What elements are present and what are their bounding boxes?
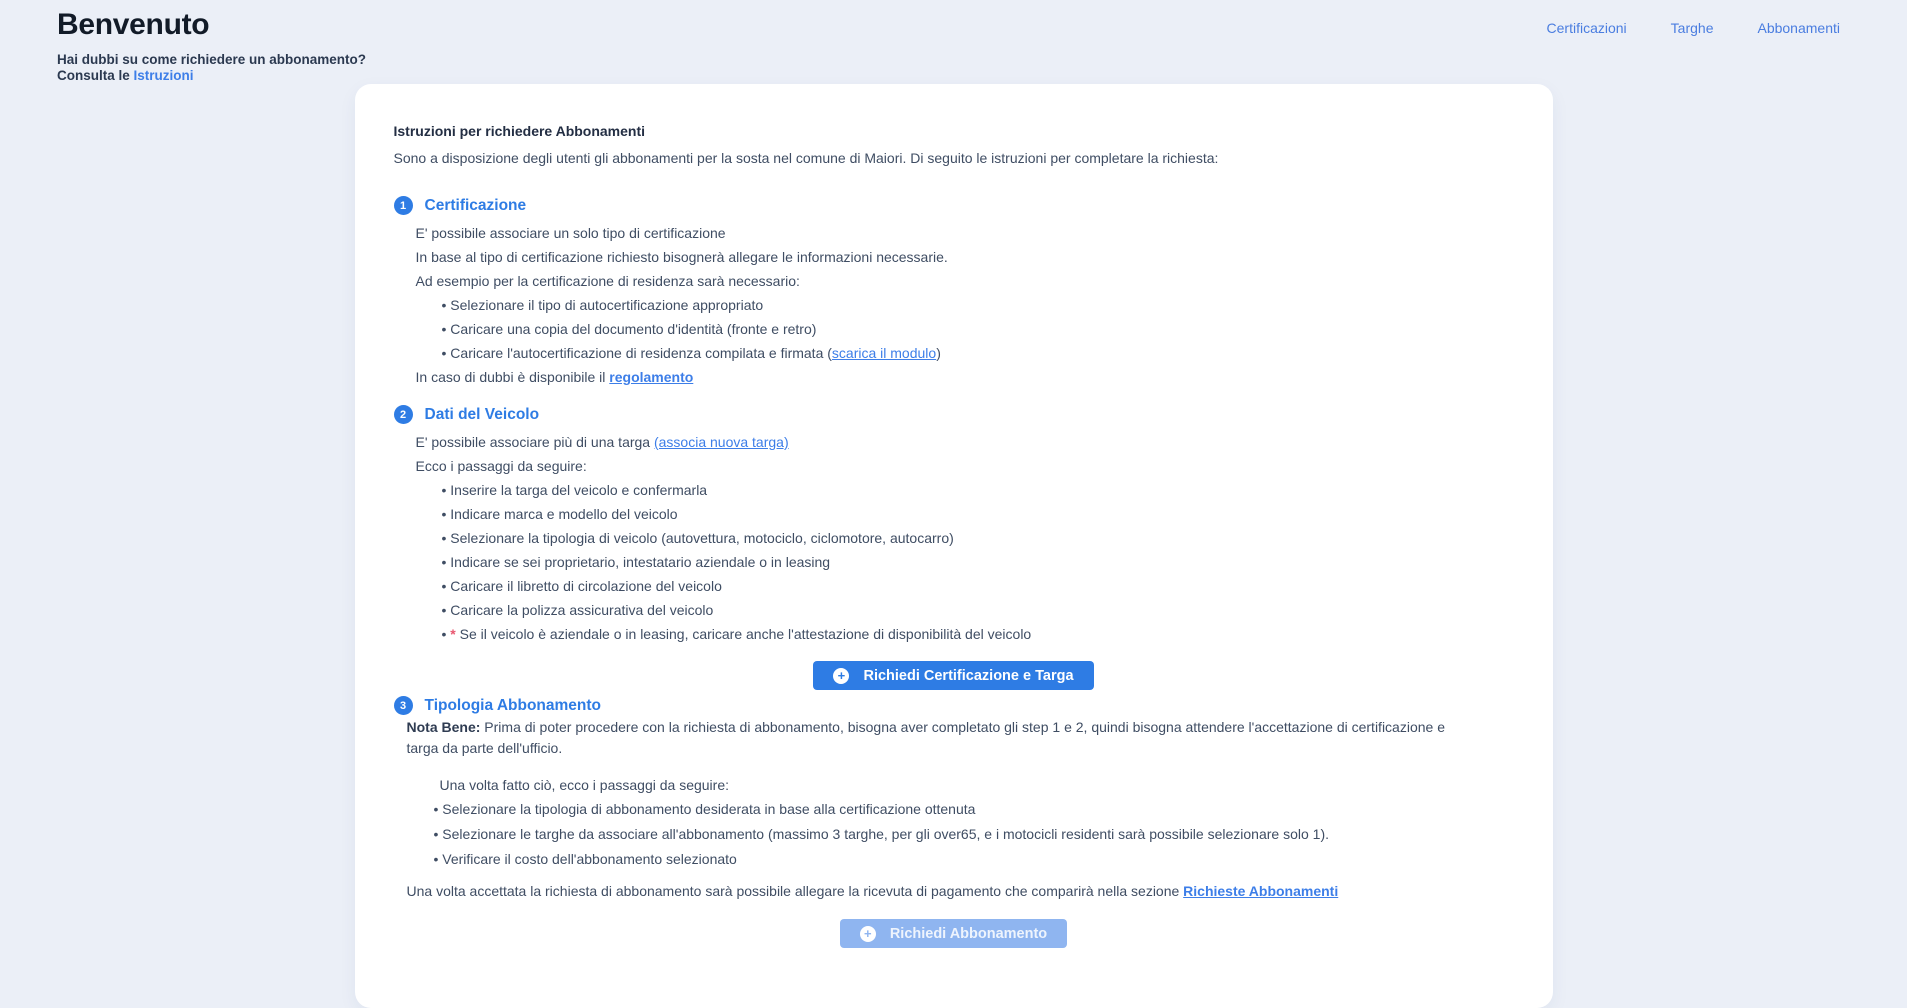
text-line: In caso di dubbi è disponibile il <box>415 369 610 385</box>
text-line: E' possibile associare più di una targa <box>415 434 654 450</box>
list-item-text: Caricare la polizza assicurativa del veicolo <box>450 602 714 618</box>
text-line: Una volta accettata la richiesta di abbonamento sarà possibile allegare la ricevuta di pagamento che comparirà nella sezione <box>406 883 1184 899</box>
nota-bene-label: Nota Bene: <box>406 719 481 735</box>
help-cta-prefix: Consulta le <box>57 68 134 83</box>
section-2-body <box>394 430 1514 646</box>
scarica-modulo-link[interactable]: scarica il modulo <box>831 345 937 361</box>
text-line: Ad esempio per la certificazione di residenza sarà necessario: <box>415 273 800 289</box>
section-3-bullets <box>434 797 1514 872</box>
request-subscription-label: Richiedi Abbonamento <box>889 925 1048 942</box>
list-item-text: Caricare l'autocertificazione di residenza compilata e firmata ( <box>450 345 832 361</box>
list-item <box>442 574 1514 598</box>
help-cta <box>57 68 1907 84</box>
step-1-badge: 1 <box>394 196 413 215</box>
section-dati-veicolo <box>394 405 1514 646</box>
step-3-badge: 3 <box>394 696 413 715</box>
list-item-text: Verificare il costo dell'abbonamento selezionato <box>442 851 737 867</box>
section-1-body <box>394 221 1514 389</box>
section-1-bullets <box>442 293 1514 365</box>
list-item <box>442 598 1514 622</box>
instructions-card <box>355 84 1553 1008</box>
list-item <box>434 797 1514 822</box>
nota-bene-paragraph <box>407 717 1455 759</box>
request-subscription-row <box>394 919 1514 948</box>
richieste-abbonamenti-link[interactable]: Richieste Abbonamenti <box>1183 883 1339 899</box>
section-2-title: Dati del Veicolo <box>424 405 540 423</box>
list-item <box>442 526 1514 550</box>
card-intro: Sono a disposizione degli utenti gli abbonamenti per la sosta nel comune di Maiori. Di seguito le istruzioni per completare la richiesta: <box>393 150 1219 166</box>
list-item <box>442 502 1514 526</box>
request-subscription-button[interactable] <box>840 919 1067 948</box>
list-item-text: Selezionare la tipologia di abbonamento desiderata in base alla certificazione ottenuta <box>442 801 976 817</box>
section-1-footer <box>416 365 1514 389</box>
card-title: Istruzioni per richiedere Abbonamenti <box>393 123 646 139</box>
nota-bene-text: Prima di poter procedere con la richiesta di abbonamento, bisogna aver completato gli step 1 e 2, quindi bisogna attendere l'accettazione di certificazione e targa da parte dell'ufficio. <box>406 719 1445 756</box>
list-item <box>442 317 1514 341</box>
istruzioni-link[interactable]: Istruzioni <box>133 68 194 83</box>
section-3-body <box>394 717 1514 903</box>
list-item-text: Indicare marca e modello del veicolo <box>450 506 678 522</box>
list-item <box>434 822 1514 847</box>
list-item <box>442 293 1514 317</box>
section-1-header <box>394 196 1514 215</box>
text-line: Una volta fatto ciò, ecco i passaggi da seguire: <box>439 777 730 793</box>
list-item <box>442 478 1514 502</box>
text-line: Ecco i passaggi da seguire: <box>415 458 587 474</box>
list-item-text: ) <box>936 345 941 361</box>
nav-link-certificazioni[interactable]: Certificazioni <box>1546 20 1627 36</box>
list-item-text: Caricare una copia del documento d'identità (fronte e retro) <box>450 321 817 337</box>
associa-nuova-targa-link[interactable]: (associa nuova targa) <box>653 434 789 450</box>
section-2-bullets <box>442 478 1514 646</box>
required-asterisk: * <box>450 626 456 642</box>
nav-link-abbonamenti[interactable]: Abbonamenti <box>1757 20 1840 36</box>
text-line: In base al tipo di certificazione richiesto bisognerà allegare le informazioni necessarie. <box>415 249 948 265</box>
regolamento-link[interactable]: regolamento <box>609 369 694 385</box>
list-item <box>442 341 1514 365</box>
help-question: Hai dubbi su come richiedere un abbonamento? <box>57 52 367 67</box>
plus-circle-icon <box>833 668 849 684</box>
top-nav <box>1547 20 1840 36</box>
nav-link-targhe[interactable]: Targhe <box>1670 20 1714 36</box>
text-line: E' possibile associare un solo tipo di certificazione <box>415 225 726 241</box>
list-item-text: Se il veicolo è aziendale o in leasing, caricare anche l'attestazione di disponibilità del veicolo <box>455 626 1032 642</box>
list-item-text: Caricare il libretto di circolazione del veicolo <box>450 578 722 594</box>
list-item-text: Selezionare le targhe da associare all'abbonamento (massimo 3 targhe, per gli over65, e i motocicli residenti sarà possibile selezionare solo 1). <box>442 826 1329 842</box>
list-item-text: Selezionare la tipologia di veicolo (autovettura, motociclo, ciclomotore, autocarro) <box>450 530 954 546</box>
request-certification-label: Richiedi Certificazione e Targa <box>863 667 1074 684</box>
list-item-text: Selezionare il tipo di autocertificazione appropriato <box>450 297 764 313</box>
section-1-title: Certificazione <box>424 196 527 214</box>
section-certificazione <box>394 196 1514 389</box>
list-item-text: Indicare se sei proprietario, intestatario aziendale o in leasing <box>450 554 831 570</box>
section-3-title: Tipologia Abbonamento <box>424 696 602 714</box>
help-text <box>57 52 1907 84</box>
text-line <box>416 430 1514 454</box>
section-2-header <box>394 405 1514 424</box>
section-tipologia-abbonamento <box>394 696 1514 903</box>
request-certification-row <box>394 661 1514 690</box>
page-header <box>0 0 1907 83</box>
list-item <box>442 622 1514 646</box>
section-3-header <box>394 696 1514 715</box>
plus-circle-icon <box>860 926 876 942</box>
list-item <box>434 847 1514 872</box>
section-3-footer <box>407 879 1514 903</box>
list-item <box>442 550 1514 574</box>
list-item-text: Inserire la targa del veicolo e confermarla <box>450 482 708 498</box>
step-2-badge: 2 <box>394 405 413 424</box>
page-title: Benvenuto <box>57 8 210 41</box>
request-certification-button[interactable] <box>813 661 1093 690</box>
